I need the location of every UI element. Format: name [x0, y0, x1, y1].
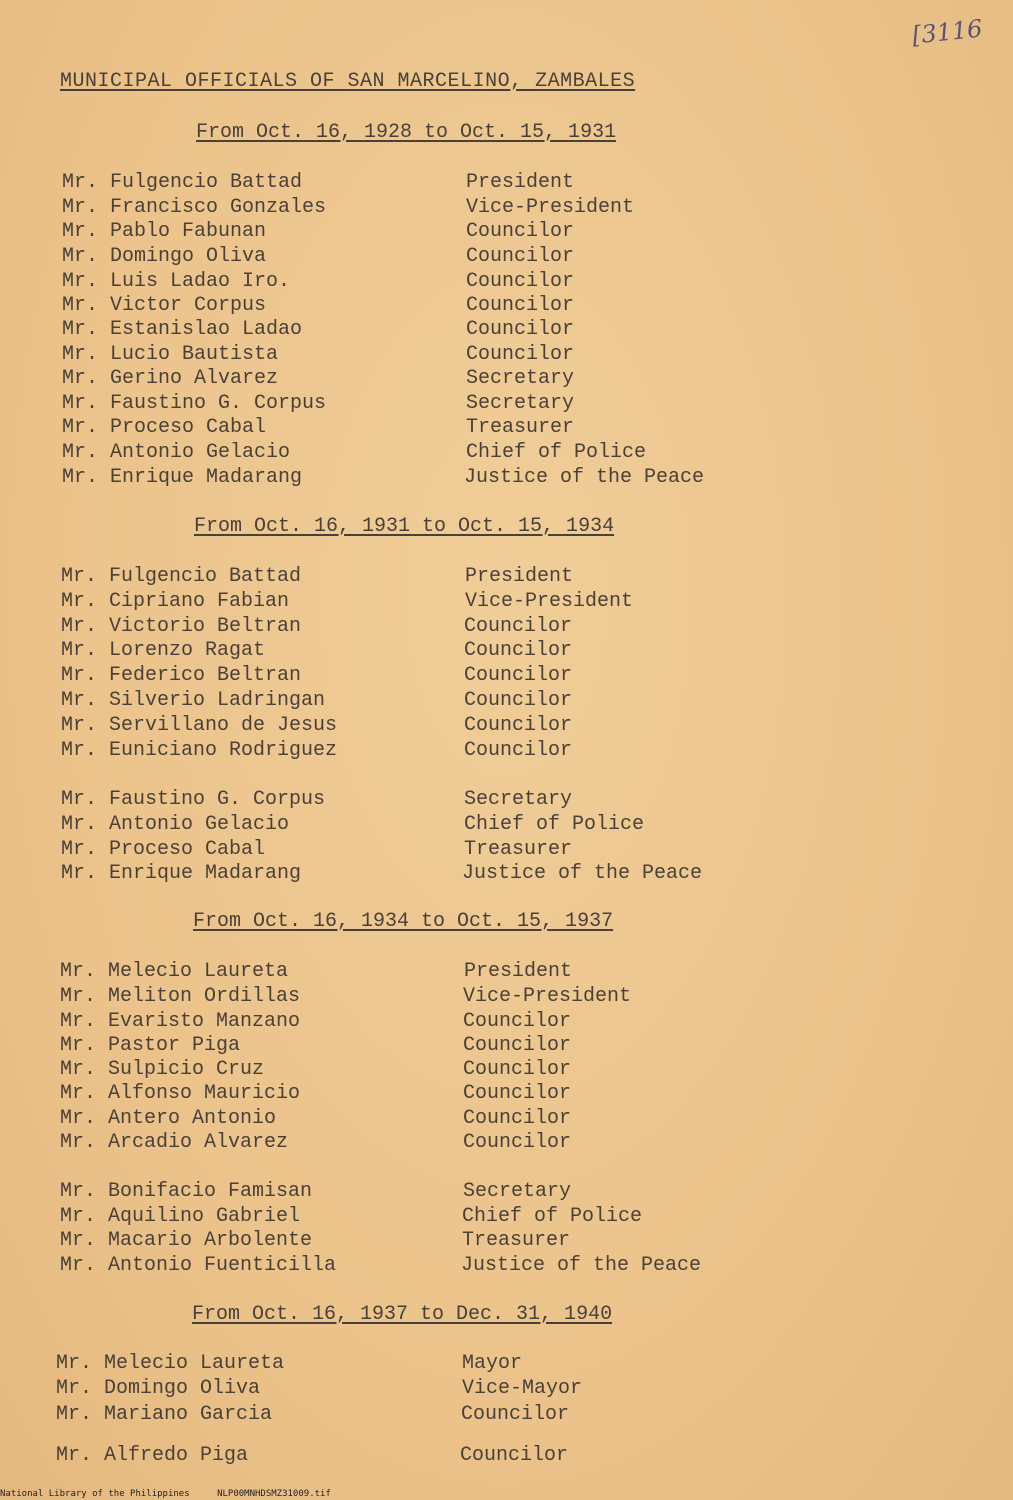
- period-heading: From Oct. 16, 1928 to Oct. 15, 1931: [196, 121, 617, 144]
- official-name: Mr. Luis Ladao Iro.: [62, 270, 291, 293]
- official-name: Mr. Victorio Beltran: [61, 615, 302, 638]
- official-name: Mr. Francisco Gonzales: [62, 196, 327, 219]
- document-title: MUNICIPAL OFFICIALS OF SAN MARCELINO, ZAMBALES: [60, 70, 636, 93]
- period-heading: From Oct. 16, 1934 to Oct. 15, 1937: [193, 910, 614, 933]
- official-role: Councilor: [463, 1010, 572, 1033]
- official-role: Councilor: [464, 615, 573, 638]
- official-name: Mr. Enrique Madarang: [62, 466, 303, 489]
- official-name: Mr. Proceso Cabal: [61, 838, 266, 861]
- official-name: Mr. Antonio Fuenticilla: [60, 1254, 337, 1277]
- official-role: Councilor: [464, 639, 573, 662]
- official-name: Mr. Bonifacio Famisan: [60, 1180, 313, 1203]
- official-name: Mr. Lorenzo Ragat: [61, 639, 266, 662]
- official-role: Councilor: [460, 1444, 569, 1467]
- official-name: Mr. Domingo Oliva: [56, 1377, 261, 1400]
- official-role: Councilor: [466, 318, 575, 341]
- official-name: Mr. Cipriano Fabian: [61, 590, 290, 613]
- official-name: Mr. Pastor Piga: [60, 1034, 241, 1057]
- official-role: Councilor: [464, 714, 573, 737]
- official-role: Councilor: [463, 1058, 572, 1081]
- official-role: Justice of the Peace: [462, 862, 703, 885]
- official-role: Councilor: [464, 739, 573, 762]
- official-role: Vice-President: [466, 196, 635, 219]
- official-name: Mr. Euniciano Rodriguez: [61, 739, 338, 762]
- official-role: Councilor: [463, 1131, 572, 1154]
- official-role: President: [465, 565, 574, 588]
- official-role: Councilor: [466, 294, 575, 317]
- official-name: Mr. Fulgencio Battad: [61, 565, 302, 588]
- official-name: Mr. Mariano Garcia: [56, 1403, 273, 1426]
- official-role: Councilor: [461, 1403, 570, 1426]
- official-name: Mr. Federico Beltran: [61, 664, 302, 687]
- official-role: Treasurer: [462, 1229, 571, 1252]
- official-name: Mr. Victor Corpus: [62, 294, 267, 317]
- handwritten-page-number: [3116: [910, 14, 984, 50]
- official-role: Councilor: [463, 1034, 572, 1057]
- official-name: Mr. Lucio Bautista: [62, 343, 279, 366]
- official-role: Justice of the Peace: [461, 1254, 702, 1277]
- official-name: Mr. Evaristo Manzano: [60, 1010, 301, 1033]
- official-name: Mr. Sulpicio Cruz: [60, 1058, 265, 1081]
- official-name: Mr. Melecio Laureta: [56, 1352, 285, 1375]
- official-role: Secretary: [463, 1180, 572, 1203]
- official-role: Councilor: [464, 664, 573, 687]
- official-role: Councilor: [466, 343, 575, 366]
- official-role: Councilor: [466, 220, 575, 243]
- official-role: Councilor: [464, 689, 573, 712]
- official-role: Chief of Police: [466, 441, 647, 464]
- official-role: Councilor: [466, 245, 575, 268]
- scan-footer: [0, 1489, 353, 1499]
- official-name: Mr. Alfredo Piga: [56, 1444, 249, 1467]
- footer-file: NLP00MNHDSMZ31009.tif: [217, 1489, 331, 1499]
- period-heading: From Oct. 16, 1931 to Oct. 15, 1934: [194, 515, 615, 538]
- official-name: Mr. Fulgencio Battad: [62, 171, 303, 194]
- official-name: Mr. Aquilino Gabriel: [60, 1205, 301, 1228]
- official-name: Mr. Antonio Gelacio: [62, 441, 291, 464]
- official-name: Mr. Antonio Gelacio: [61, 813, 290, 836]
- official-role: Vice-President: [465, 590, 634, 613]
- official-role: Councilor: [466, 270, 575, 293]
- official-name: Mr. Melecio Laureta: [60, 960, 289, 983]
- official-name: Mr. Faustino G. Corpus: [62, 392, 327, 415]
- official-role: Councilor: [463, 1107, 572, 1130]
- official-name: Mr. Arcadio Alvarez: [60, 1131, 289, 1154]
- official-name: Mr. Faustino G. Corpus: [61, 788, 326, 811]
- official-role: Councilor: [463, 1082, 572, 1105]
- official-name: Mr. Enrique Madarang: [61, 862, 302, 885]
- official-name: Mr. Proceso Cabal: [62, 416, 267, 439]
- official-name: Mr. Macario Arbolente: [60, 1229, 313, 1252]
- period-heading: From Oct. 16, 1937 to Dec. 31, 1940: [192, 1303, 613, 1326]
- official-role: Vice-President: [463, 985, 632, 1008]
- official-name: Mr. Meliton Ordillas: [60, 985, 301, 1008]
- official-role: Secretary: [464, 788, 573, 811]
- official-name: Mr. Estanislao Ladao: [62, 318, 303, 341]
- official-role: Treasurer: [466, 416, 575, 439]
- official-role: Mayor: [462, 1352, 523, 1375]
- official-name: Mr. Antero Antonio: [60, 1107, 277, 1130]
- official-name: Mr. Alfonso Mauricio: [60, 1082, 301, 1105]
- official-name: Mr. Servillano de Jesus: [61, 714, 338, 737]
- official-name: Mr. Silverio Ladringan: [61, 689, 326, 712]
- official-role: Treasurer: [464, 838, 573, 861]
- official-role: Justice of the Peace: [464, 466, 705, 489]
- official-role: Chief of Police: [462, 1205, 643, 1228]
- official-role: President: [464, 960, 573, 983]
- official-name: Mr. Gerino Alvarez: [62, 367, 279, 390]
- official-name: Mr. Domingo Oliva: [62, 245, 267, 268]
- official-role: Chief of Police: [464, 813, 645, 836]
- official-role: Vice-Mayor: [462, 1377, 583, 1400]
- official-name: Mr. Pablo Fabunan: [62, 220, 267, 243]
- official-role: Secretary: [466, 367, 575, 390]
- footer-library: National Library of the Philippines: [0, 1489, 190, 1499]
- official-role: President: [466, 171, 575, 194]
- official-role: Secretary: [466, 392, 575, 415]
